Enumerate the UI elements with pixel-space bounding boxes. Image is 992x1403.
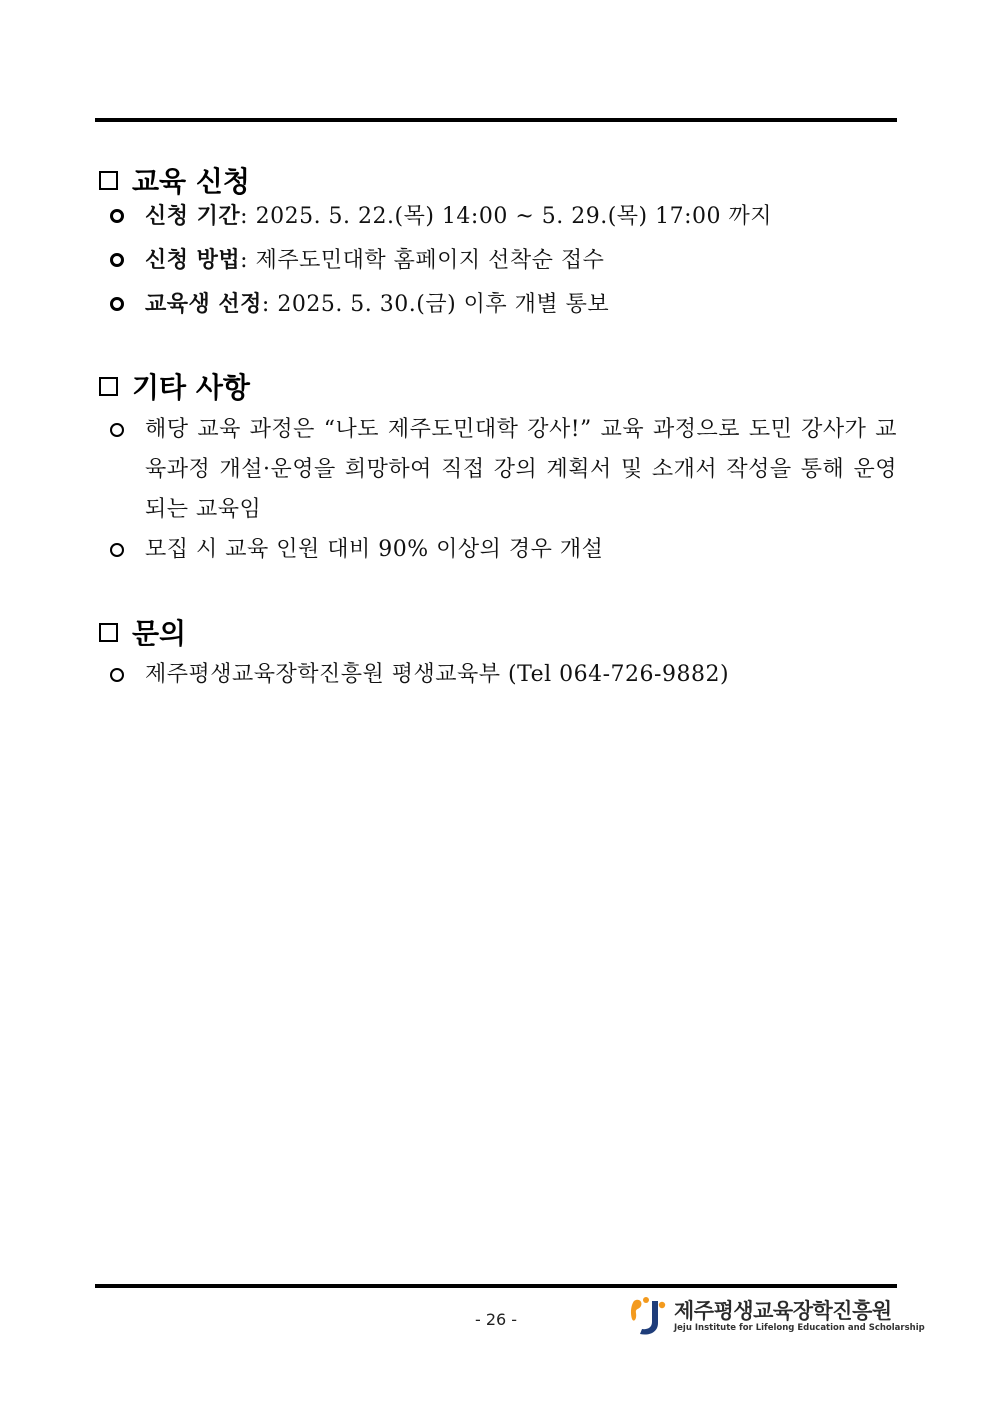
item-text: : 2025. 5. 30.(금) 이후 개별 통보 bbox=[261, 292, 610, 317]
circle-bullet-icon bbox=[110, 209, 124, 223]
jeju-institute-logo-icon bbox=[628, 1295, 668, 1337]
section-title: 교육 신청 bbox=[132, 165, 250, 198]
list-item bbox=[95, 240, 897, 281]
item-label: 신청 방법 bbox=[145, 247, 241, 273]
item-label: 신청 기간 bbox=[145, 203, 241, 229]
institute-logo bbox=[628, 1293, 925, 1339]
list-item bbox=[95, 284, 897, 325]
circle-bullet-icon bbox=[110, 668, 124, 682]
square-bullet-icon bbox=[99, 171, 118, 190]
section-heading bbox=[95, 612, 897, 652]
item-text: 모집 시 교육 인원 대비 90% 이상의 경우 개설 bbox=[145, 537, 604, 562]
section-inquiry bbox=[95, 612, 897, 695]
header-rule bbox=[95, 118, 897, 122]
item-text: : 제주도민대학 홈페이지 선착순 접수 bbox=[240, 248, 605, 273]
square-bullet-icon bbox=[99, 377, 118, 396]
list-item bbox=[95, 655, 897, 695]
logo-org-name-en: Jeju Institute for Lifelong Education and Scholarship bbox=[674, 1323, 925, 1333]
footer-rule bbox=[95, 1284, 897, 1288]
section-title: 문의 bbox=[132, 617, 187, 650]
list-item bbox=[95, 410, 897, 530]
section-application bbox=[95, 160, 897, 325]
section-other-notes bbox=[95, 366, 897, 570]
square-bullet-icon bbox=[99, 623, 118, 642]
section-heading bbox=[95, 160, 897, 200]
page-number: - 26 - bbox=[474, 1310, 518, 1329]
item-text: 해당 교육 과정은 “나도 제주도민대학 강사!” 교육 과정으로 도민 강사가 교육과정 개설·운영을 희망하여 직접 강의 계획서 및 소개서 작성을 통해 운영되는 교육임 bbox=[145, 417, 897, 522]
circle-bullet-icon bbox=[110, 543, 124, 557]
list-item bbox=[95, 196, 897, 237]
item-text: 제주평생교육장학진흥원 평생교육부 (Tel 064-726-9882) bbox=[145, 662, 730, 687]
item-label: 교육생 선정 bbox=[145, 291, 262, 317]
section-heading bbox=[95, 366, 897, 406]
circle-bullet-icon bbox=[110, 297, 124, 311]
item-text: : 2025. 5. 22.(목) 14:00 ~ 5. 29.(목) 17:00 까지 bbox=[240, 204, 773, 229]
circle-bullet-icon bbox=[110, 253, 124, 267]
section-title: 기타 사항 bbox=[132, 371, 250, 404]
logo-org-name-ko: 제주평생교육장학진흥원 bbox=[674, 1299, 892, 1323]
list-item bbox=[95, 530, 897, 570]
circle-bullet-icon bbox=[110, 423, 124, 437]
